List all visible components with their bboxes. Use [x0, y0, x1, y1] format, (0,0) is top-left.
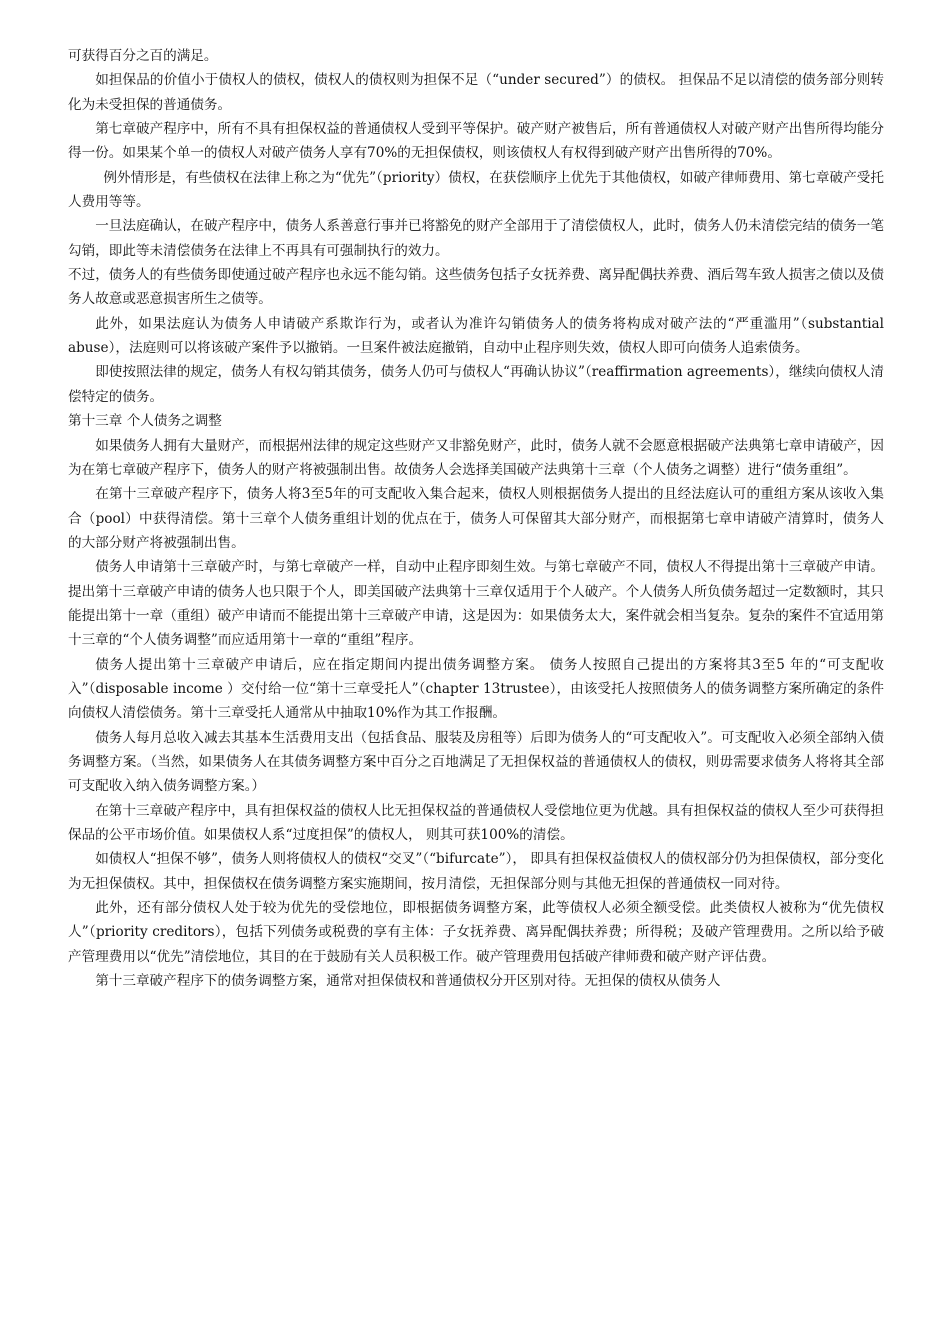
paragraph-chapter13-pool: 在第十三章破产程序下，债务人将3至5年的可支配收入集合起来，债权人则根据债务人提出的且经法庭认可的重组方案从该收入集合（pool）中获得清偿。第十三章个人债务重组计划的优点在于，债务人可保留其大部分财产，而根据第七章申请破产清算时，债务人的大部分财产将被强制出售。 — [68, 486, 884, 551]
paragraph-secured-creditors: 在第十三章破产程序中，具有担保权益的债权人比无担保权益的普通债权人受偿地位更为优越。具有担保权益的债权人至少可获得担保品的公平市场价值。如果债权人系“过度担保”的债权人， 则其可获100%的清偿。 — [68, 802, 884, 843]
paragraph-chapter13-trustee: 债务人提出第十三章破产申请后，应在指定期间内提出债务调整方案。 债务人按照自己提出的方案将其3至5 年的“可支配收入”（disposable income ）交付给一位“第十三章受托人”（chapter 13trustee），由该受托人按照债务人的债务调整方案所确定的条件向债权人清偿债务。第十三章受托人通常从中抽取10%作为其工作报酬。 — [68, 656, 884, 722]
paragraph-chapter13-filing: 债务人申请第十三章破产时，与第七章破产一样，自动中止程序即刻生效。与第七章破产不同，债权人不得提出第十三章破产申请。提出第十三章破产申请的债务人也只限于个人，即美国破产法典第十三章仅适用于个人破产。个人债务人所负债务超过一定数额时，其只能提出第十一章（重组）破产申请而不能提出第十三章破产申请，这是因为：如果债务太大，案件就会相当复杂。复杂的案件不宜适用第十三章的“个人债务调整”而应适用第十一章的“重组”程序。 — [68, 559, 884, 649]
section-heading-chapter13: 第十三章 个人债务之调整 — [68, 413, 222, 430]
paragraph-under-secured: 如担保品的价值小于债权人的债权，债权人的债权则为担保不足（“under secured”）的债权。 担保品不足以清偿的债务部分则转化为未受担保的普通债务。 — [68, 72, 884, 113]
document-page — [68, 44, 884, 993]
paragraph-substantial-abuse: 此外，如果法庭认为债务人申请破产系欺诈行为，或者认为准许勾销债务人的债务将构成对破产法的“严重滥用”（substantial abuse），法庭则可以将该破产案件予以撤销。一旦案件被法庭撤销，自动中止程序则失效，债权人即可向债务人追索债务。 — [68, 315, 884, 357]
paragraph-chapter13-intro: 如果债务人拥有大量财产，而根据州法律的规定这些财产又非豁免财产，此时，债务人就不会愿意根据破产法典第七章申请破产，因为在第七章破产程序下，债务人的财产将被强制出售。故债务人会选择美国破产法典第十三章（个人债务之调整）进行“债务重组”。 — [68, 437, 884, 478]
paragraph-priority-exception: 例外情形是，有些债权在法律上称之为“优先”（priority）债权，在获偿顺序上优先于其他债权，如破产律师费用、第七章破产受托人费用等等。 — [68, 169, 884, 211]
paragraph-continuation: 可获得百分之百的满足。 — [68, 48, 218, 64]
paragraph-adjustment-plan: 第十三章破产程序下的债务调整方案，通常对担保债权和普通债权分开区别对待。无担保的债权从债务人 — [95, 973, 721, 990]
paragraph-priority-creditors: 此外，还有部分债权人处于较为优先的受偿地位，即根据债务调整方案，此等债权人必须全额受偿。此类债权人被称为“优先债权人”（priority creditors），包括下列债务或税费的享有主体：子女抚养费、离异配偶扶养费；所得税；及破产管理费用。之所以给予破产管理费用以“优先”清偿地位，其目的在于鼓励有关人员积极工作。破产管理费用包括破产律师费和破产财产评估费。 — [68, 900, 884, 965]
paragraph-bifurcate: 如债权人“担保不够”，债务人则将债权人的债权“交叉”（“bifurcate”）， 即具有担保权益债权人的债权部分仍为担保债权，部分变化为无担保债权。其中，担保债权在债务调整方案实施期间，按月清偿，无担保部分则与其他无担保的普通债权一同对待。 — [68, 851, 884, 892]
paragraph-disposable-income: 债务人每月总收入减去其基本生活费用支出（包括食品、服装及房租等）后即为债务人的“可支配收入”。可支配收入必须全部纳入债务调整方案。（当然，如果债务人在其债务调整方案中百分之百地满足了无担保权益的普通债权人的债权，则毋需要求债务人将将其全部可支配收入纳入债务调整方案。） — [68, 729, 884, 795]
paragraph-reaffirmation: 即使按照法律的规定，债务人有权勾销其债务，债务人仍可与债权人“再确认协议”（reaffirmation agreements），继续向债权人清偿特定的债务。 — [68, 364, 884, 405]
paragraph-discharge: 一旦法庭确认，在破产程序中，债务人系善意行事并已将豁免的财产全部用于了清偿债权人，此时，债务人仍未清偿完结的债务一笔勾销，即此等未清偿债务在法律上不再具有可强制执行的效力。 — [68, 218, 884, 259]
paragraph-non-dischargeable: 不过，债务人的有些债务即使通过破产程序也永远不能勾销。这些债务包括子女抚养费、离异配偶扶养费、酒后驾车致人损害之债以及债务人故意或恶意损害所生之债等。 — [68, 267, 884, 308]
paragraph-chapter7-equal-protection: 第七章破产程序中，所有不具有担保权益的普通债权人受到平等保护。破产财产被售后，所有普通债权人对破产财产出售所得均能分得一份。如果某个单一的债权人对破产债务人享有70%的无担保债权，则该债权人有权得到破产财产出售所得的70%。 — [68, 121, 884, 162]
